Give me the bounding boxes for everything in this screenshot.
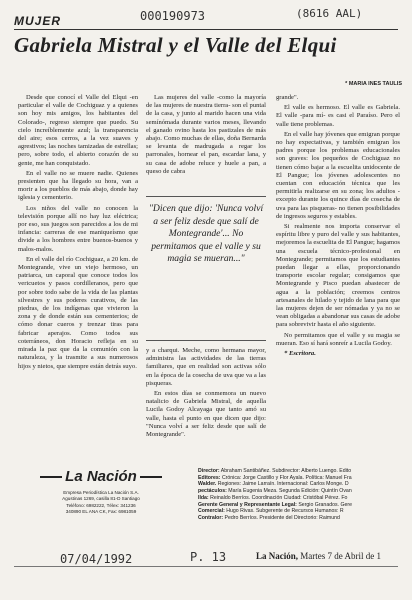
staff-label: Ilda:	[198, 494, 209, 501]
newspaper-logo: La Nación	[65, 468, 137, 485]
author-note: * Escritora.	[284, 350, 316, 358]
footer-rule	[14, 566, 398, 567]
pull-quote: "Dicen que dijo: 'Nunca volví a ser feliz desde que salí de Montegrande'... No permitamos que el valle y su magia se mueran..."	[148, 203, 264, 264]
staff-line	[198, 475, 410, 482]
paragraph: En el valle hay jóvenes que emigran porque no hay expectativas, y también emigran los padres porque los problemas educacionales son graves: los pequeños de Cochiguaz no tienen cómo bajar a la escuelita unidocente de El Pangue; los jóvenes adolescentes no cuentan con educación técnica que les permitirla realizarse en su zona; los adultos -excepto durante los quince días de cosecha de uva para las pisqueras- no tienen posibilidades de ingresos seguros y estables.	[276, 130, 400, 220]
publisher-info	[36, 490, 166, 516]
staff-line	[198, 502, 410, 509]
footer-paper-name: La Nación,	[256, 551, 299, 561]
article-title: Gabriela Mistral y el Valle del Elqui	[14, 33, 337, 57]
footer-date: Martes 7 de Abril de 1	[300, 551, 381, 561]
paragraph: En el valle no se muere nadie. Quienes presienten que ha llegado su hora, van a morir a los pueblos de más abajo, donde hay iglesia y cementerio.	[18, 169, 138, 202]
staff-line	[198, 508, 410, 515]
staff-text: María Eugenia Meza. Segunda Edición: Quintín Ovan	[228, 488, 352, 495]
publisher-line: Empresa Periodística La Nación S.A.	[63, 490, 139, 495]
publisher-line: Teléfono: 6982222, Télex: 341236	[66, 502, 136, 508]
article-column-3	[276, 94, 400, 459]
section-label: MUJER	[14, 14, 62, 28]
staff-label: pectáculos:	[198, 488, 227, 495]
handwritten-date: 07/04/1992	[60, 552, 133, 566]
quote-rule-bottom	[146, 340, 266, 341]
staff-text: Reinaldo Berríos. Coordinación Ciudad: Cristóbal Pérez. Fo	[210, 494, 348, 501]
handwritten-page: P. 13	[190, 550, 227, 564]
staff-text: Regiones: Jaime Larraín. Internacional: Carlos Monge. D	[217, 481, 349, 488]
staff-text: Pedro Berríos. Presidente del Directorio: Raimund	[224, 514, 340, 521]
paragraph: Los niños del valle no conocen la televisión porque allí no hay luz eléctrica; por eso, sus juegos son parecidos a los de mi infancia: carreras de ese maniqueísmo que divide a los hombres entre buenos-buenos y malos-malos.	[18, 204, 138, 253]
paragraph: En el valle del río Cochiguaz, a 20 km. de Montegrande, vive un viejo hermoso, un patriarca, un caporal que conoce todos los vericuetos y pasos cordilleranos, pero que por sobre todo sabe de la vida de las plantas silvestres y sus poderes curativos, de las piedras, de los indígenas que vivieron la zona y de donde están sus cementerios; de cómo donar cueros y trenzar tiras para fabricar aperajos. Como todos sus coterráneos, don Horacio refleja en su mirada la paz que da la comunión con la naturaleza, y la trasmite a sus numerosos hijos y nietos, que siempre están detrás suyo.	[18, 255, 138, 370]
staff-line	[198, 488, 410, 495]
publisher-line: 340890 EL ANA CK, Fax: 6981059	[65, 509, 137, 515]
staff-label: Comercial:	[198, 508, 225, 515]
staff-box	[198, 468, 410, 522]
staff-label: Contralor:	[198, 514, 224, 521]
paragraph: Desde que conocí el Valle del Elqui -en particular el valle de Cochiguaz y a quienes son hoy mis amigos, los habitantes del Colorado-, regreso siempre que puedo. Su cielo increíblemente azul; la transparencia del aire; esos cerros, a la vez suaves y agrestivos; las noches tamizadas de estrellas; pero, sobre todo, el abierto corazón de su gente, me han conquistado.	[18, 94, 138, 167]
article-column-1	[18, 94, 138, 459]
archive-reference: (8616 AAL)	[296, 7, 363, 20]
staff-line	[198, 468, 410, 475]
staff-line	[198, 481, 410, 488]
paragraph: No permitamos que el valle y su magia se mueran. Eso sí hará sonreír a Lucila Godoy.	[276, 331, 400, 347]
staff-line	[198, 495, 410, 502]
staff-label: Editores:	[198, 474, 221, 481]
page-footer	[256, 551, 381, 561]
staff-text: Sergio Granados. Gere	[298, 501, 352, 508]
paragraph: El valle es hermoso. El valle es Gabriela. El valle -para mí- es casi el Paraíso. Pero el valle tiene problemas.	[276, 104, 400, 128]
staff-line	[198, 515, 410, 522]
archive-code: 000190973	[140, 9, 206, 23]
paragraph: grande".	[276, 94, 299, 101]
article-column-2-continued	[146, 347, 266, 459]
logo-rule-right	[140, 476, 162, 478]
staff-label: Walder.	[198, 481, 217, 488]
quote-rule-top	[146, 196, 266, 197]
staff-text: Hugo Rivas. Subgerente de Recursos Humanos: R	[226, 508, 344, 515]
staff-text: Crónica: Jorge Castillo y Flor Ayala. Política: Manuel Fra	[221, 474, 352, 481]
header-rule	[14, 29, 398, 30]
publisher-line: Agustinas 1269, casilla 81-D Santiago	[62, 496, 140, 502]
staff-label: Gerente General y Representante Legal:	[198, 501, 297, 508]
paragraph: En estos días se conmemora un nuevo natalicio de Gabriela Mistral, de aquella Lucila Godoy Alcayaga que tanto amó su valle, hasta el punto en que dicen que dijo: "Nunca volví a ser feliz desde que salí de Montegrande".	[146, 390, 266, 439]
paragraph: Si realmente nos importa conservar el espíritu libre y puro del valle y sus habitantes, mejoremos la escuelita de El Pangue; hagamos una escuela técnico-profesional en Montegrande; permitamos que los estudiantes puedan llegar a ellas, proporcionando transporte escolar regular; consigamos que Montegrande y Pisco puedan abastecer de agua a la población; creemos centros artesanales de hilado y tejido de lana para que las mujeres dejen de ser nómadas y ya no se vean obligadas a abandonar sus casas de adobe para sobrevivir hasta el año siguiente.	[276, 223, 400, 329]
paragraph: Las mujeres del valle -como la mayoría de las mujeres de nuestra tierra- son el puntal de la casa, y junto al marido hacen una vida semínómada durante varios meses, llevando el ganado ovino hasta los pastizales de más abajo. Como muchas de ellas, doña Bernarda se levanta de madrugada a regar los parronales, hornear el pan, escardar lana, y su casa de adobe reluce y huele a pan, a queso de cabra	[146, 94, 266, 175]
paragraph: y a charqui. Meche, como hermana mayor, administra las actividades de las tierras familiares, que en realidad son activas sólo en la época de la cosecha de uva que va a las pisqueras.	[146, 347, 266, 387]
staff-text: Abraham Santibáñez. Subdirector: Alberto Luengo. Edito	[220, 468, 352, 474]
staff-label: Director:	[198, 468, 220, 474]
article-author: * MARIA INES TAULIS	[345, 81, 402, 87]
article-column-2	[146, 94, 266, 186]
